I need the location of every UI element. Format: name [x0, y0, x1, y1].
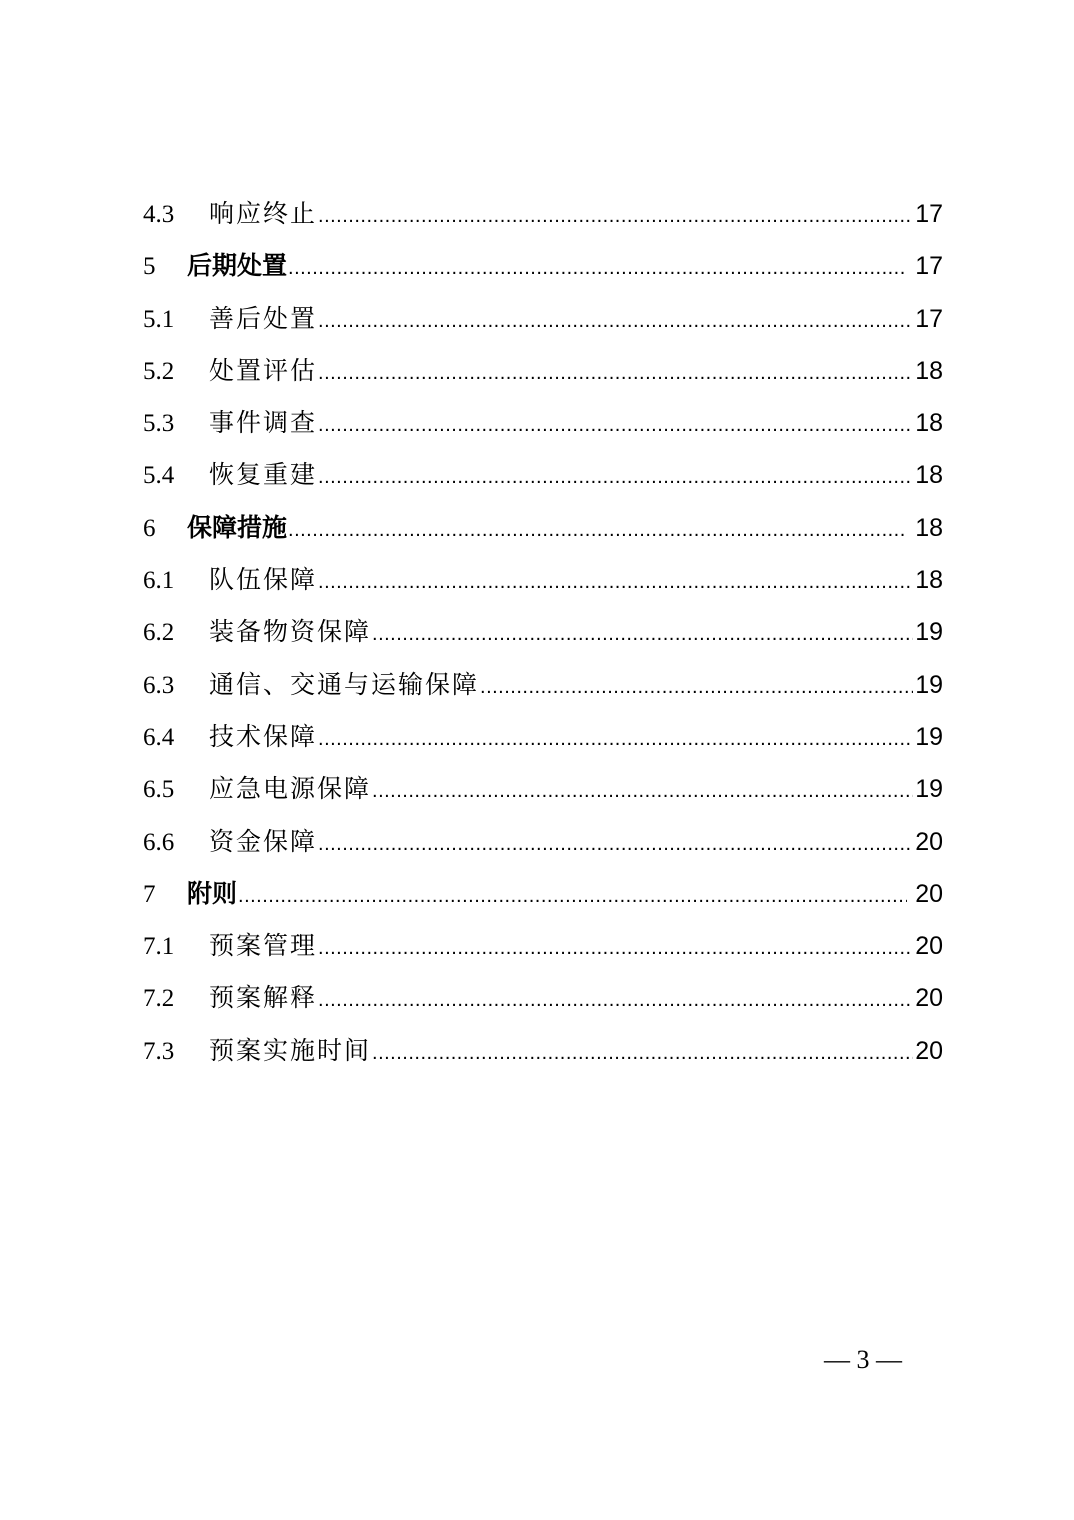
page-number: 20 — [915, 1036, 943, 1065]
section-title: 应急电源保障 — [209, 774, 372, 804]
section-title: 预案管理 — [209, 931, 318, 961]
page-number: 19 — [915, 722, 943, 751]
dot-leader — [372, 765, 913, 817]
page-number: 17 — [915, 304, 943, 333]
toc-entry[interactable] — [143, 711, 943, 763]
toc-entry[interactable] — [143, 397, 943, 449]
toc-entry[interactable] — [143, 554, 943, 606]
page-number: 18 — [915, 566, 943, 595]
section-number: 5.4 — [143, 462, 175, 490]
section-number: 6.4 — [143, 723, 175, 751]
dot-leader — [318, 190, 913, 242]
dot-leader — [288, 242, 907, 294]
section-title: 响应终止 — [209, 199, 318, 228]
dot-leader — [288, 504, 907, 556]
toc-chapter-entry[interactable] — [143, 502, 943, 554]
dot-leader — [318, 399, 913, 451]
toc-entry[interactable] — [143, 659, 943, 711]
toc-entry[interactable] — [143, 763, 943, 815]
toc-entry[interactable] — [143, 816, 943, 868]
section-number: 6.5 — [143, 776, 175, 804]
dot-leader — [480, 661, 913, 713]
page-number: 20 — [915, 932, 943, 961]
section-number: 7.1 — [143, 933, 175, 961]
dot-leader — [318, 347, 913, 399]
section-title: 事件调查 — [209, 408, 318, 438]
dot-leader — [238, 870, 907, 922]
toc-entry[interactable] — [143, 606, 943, 658]
section-title: 恢复重建 — [209, 460, 318, 490]
toc-chapter-entry[interactable] — [143, 240, 943, 292]
section-number: 6.3 — [143, 671, 175, 699]
toc-entry[interactable] — [143, 1025, 943, 1077]
toc-entry[interactable] — [143, 293, 943, 345]
section-number: 7.2 — [143, 985, 175, 1013]
chapter-number: 7 — [143, 880, 156, 908]
page-number: 19 — [915, 775, 943, 804]
toc-entry[interactable] — [143, 920, 943, 972]
section-title: 资金保障 — [209, 826, 318, 856]
dot-leader — [372, 1027, 913, 1079]
section-title: 通信、交通与运输保障 — [209, 669, 480, 699]
section-number: 6.6 — [143, 828, 175, 856]
section-number: 5.3 — [143, 410, 175, 438]
section-number: 5.2 — [143, 357, 175, 385]
toc-entry[interactable] — [143, 188, 943, 240]
section-title: 处置评估 — [209, 355, 318, 385]
page-number: 18 — [915, 409, 943, 438]
dot-leader — [318, 818, 913, 870]
dot-leader — [318, 922, 913, 974]
page-number: 17 — [915, 252, 943, 281]
section-number: 6.1 — [143, 567, 175, 595]
page-footer-number: — 3 — — [824, 1345, 902, 1374]
section-number: 4.3 — [143, 201, 175, 228]
page-number: 18 — [915, 513, 943, 542]
page-number: 19 — [915, 670, 943, 699]
page-number: 20 — [915, 984, 943, 1013]
section-title: 装备物资保障 — [209, 617, 372, 647]
page-number: 18 — [915, 356, 943, 385]
dot-leader — [318, 451, 913, 503]
chapter-number: 6 — [143, 514, 156, 542]
chapter-title: 附则 — [187, 878, 238, 908]
section-title: 预案实施时间 — [209, 1035, 372, 1065]
section-number: 6.2 — [143, 619, 175, 647]
section-number: 5.1 — [143, 305, 175, 333]
toc-entry[interactable] — [143, 972, 943, 1024]
chapter-title: 后期处置 — [187, 251, 288, 281]
toc-chapter-entry[interactable] — [143, 868, 943, 920]
section-title: 技术保障 — [209, 721, 318, 751]
section-title: 队伍保障 — [209, 565, 318, 595]
page-number: 18 — [915, 461, 943, 490]
page-number: 19 — [915, 618, 943, 647]
dot-leader — [318, 713, 913, 765]
section-number: 7.3 — [143, 1037, 175, 1065]
table-of-contents — [143, 188, 943, 1077]
dot-leader — [372, 608, 913, 660]
dot-leader — [318, 295, 913, 347]
chapter-number: 5 — [143, 253, 156, 281]
dot-leader — [318, 974, 913, 1026]
dot-leader — [318, 556, 913, 608]
section-title: 预案解释 — [209, 983, 318, 1013]
page-number: 20 — [915, 879, 943, 908]
page-number: 20 — [915, 827, 943, 856]
chapter-title: 保障措施 — [187, 512, 288, 542]
toc-entry[interactable] — [143, 449, 943, 501]
section-title: 善后处置 — [209, 303, 318, 333]
toc-entry[interactable] — [143, 345, 943, 397]
page-number: 17 — [915, 200, 943, 228]
